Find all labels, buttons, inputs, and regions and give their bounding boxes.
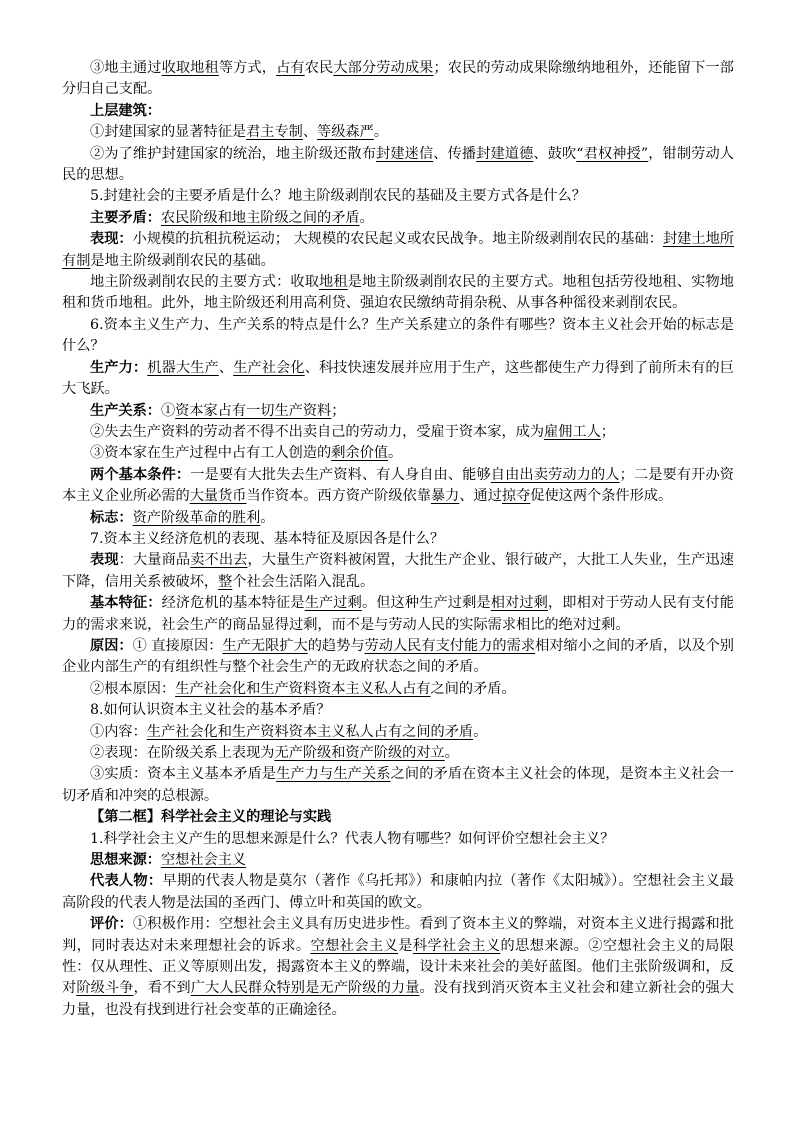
underlined-term: 暴力 (430, 488, 460, 505)
paragraph-19 (62, 636, 734, 679)
paragraph-11 (62, 401, 734, 422)
underlined-term: 君主专制 (246, 124, 303, 141)
text-run: 。没有找到消灭资本主义社会和建立新社会的强大力量，也没有找到进行社会变革的正确途径。 (62, 980, 734, 1018)
text-run: 1.科学社会主义产生的思想来源是什么？代表人物有哪些？如何评价空想社会主义？ (90, 830, 615, 847)
text-run: ②表现：在阶级关系上表现为 (90, 745, 275, 761)
underlined-term: 封建土地所有制 (62, 231, 734, 269)
paragraph-25 (62, 807, 734, 828)
bold-label: 【第二框】科学社会主义的理论与实践 (90, 809, 332, 826)
text-run: 、 (218, 359, 234, 376)
paragraph-21 (62, 700, 734, 721)
bold-label: 思想来源： (90, 852, 161, 869)
bold-label: 生产关系： (90, 402, 161, 419)
paragraph-7 (62, 229, 734, 272)
underlined-term: 封建道德 (476, 145, 534, 162)
underlined-term: 空想社会主义 (310, 937, 399, 954)
bold-label: 表现： (90, 231, 133, 248)
paragraph-1 (62, 58, 734, 101)
bold-label: 主要矛盾： (90, 209, 161, 226)
text-run: 个社会生活陷入混乱。 (232, 573, 375, 590)
text-run: 小规模的抗租抗税运动； 大规模的农民起义或农民战争。地主阶级剥削农民的基础： (132, 231, 663, 248)
text-run: 是地主阶级剥削农民的主要方式。地租包括劳役地租、实物地租和货币地租。此外，地主阶级还利用高利贷、强迫农民缴纳苛捐杂税、从事各种徭役来剥削农民。 (62, 274, 734, 312)
bold-label: 基本特征： (90, 595, 162, 612)
paragraph-9 (62, 315, 734, 358)
bold-label: 原因： (90, 637, 133, 654)
paragraph-15 (62, 508, 734, 529)
paragraph-29 (62, 914, 734, 1021)
bold-label: 上层建筑： (90, 102, 161, 119)
text-run: ①封建国家的显著特征是 (90, 124, 247, 141)
text-run: ：大量商品 (118, 552, 191, 569)
text-run: 是 (398, 937, 413, 954)
paragraph-4 (62, 144, 734, 187)
text-run: 、鼓吹 (533, 145, 577, 162)
text-run: ； (331, 402, 346, 419)
text-run: ③实质：资本主义基本矛盾是 (90, 766, 277, 783)
text-run: ，钳制劳动人民的思想。 (62, 145, 734, 184)
underlined-term: 相对过剩 (490, 595, 548, 612)
underlined-term: 剩余价值 (331, 445, 388, 462)
underlined-term: 生产无限扩大 (222, 637, 308, 654)
underlined-term: 占有 (276, 60, 305, 76)
text-run: ，大量生产资料被闲置，大批生产企业、银行破产，大批工人失业，生产迅速下降，信用关系被破坏， (62, 552, 734, 590)
text-run: ②失去生产资料的劳动者不得不出卖自己的劳动力，受雇于资本家，成为 (90, 423, 545, 440)
text-run: ，即相对于劳动人民有支付能力的需求来说，社会生产的商品显得过剩，而不是与劳动人民的实际需求相比的绝对过剩。 (62, 595, 734, 633)
text-run: ①内容： (90, 723, 147, 740)
text-run: ； (600, 423, 615, 440)
text-run: ①积极作用：空想社会主义具有历史进步性。看到了资本主义的弊端，对资本主义进行揭露和批判，同时表达对未来理想社会的诉求。 (62, 916, 734, 954)
paragraph-23 (62, 743, 734, 764)
text-run: ③地主通过 (90, 60, 162, 76)
text-run: 。 (373, 124, 389, 141)
text-run: 等方式， (218, 60, 277, 76)
bold-label: 表现 (90, 552, 119, 569)
text-run: ① 直接原因： (132, 637, 223, 654)
underlined-term: 卖不出去 (190, 552, 248, 569)
text-run: 。但这种生产过剩是 (361, 595, 491, 612)
underlined-term: 大量货币 (189, 488, 247, 505)
text-run: 一是要有大批失去生产资料、有人身自由、能够 (190, 466, 491, 483)
text-run: 的思想来源。②空想社会主义的局限性：仅从理性、正义等原则出发，揭露资本主义的弊端，设计未来社会的美好蓝图。他们主张阶级调和，反对 (62, 937, 734, 997)
text-run: 地主阶级剥削农民的主要方式：收取 (90, 274, 320, 291)
text-run: 。 (473, 723, 488, 740)
underlined-term: 生产过剩 (304, 595, 362, 612)
underlined-term: 劳动人民有支付能力的需求 (364, 637, 536, 654)
underlined-term: 广大人民群众特别是无产阶级的力量 (190, 980, 420, 997)
paragraph-24 (62, 764, 734, 807)
underlined-term: 资本家占有一切生产资料 (175, 402, 332, 419)
text-run: 、通过 (459, 488, 502, 505)
underlined-term: 生产社会化 (233, 359, 305, 376)
text-run: 是地主阶级剥削农民的基础。 (90, 252, 275, 269)
underlined-term: 机器大生产 (147, 359, 219, 376)
text-run: 、 (302, 124, 318, 141)
text-run: 。 (359, 209, 374, 226)
paragraph-27 (62, 850, 734, 871)
underlined-term: 掠夺 (501, 488, 531, 505)
text-run: 5.封建社会的主要矛盾是什么？地主阶级剥削农民的基础及主要方式各是什么？ (90, 188, 586, 205)
text-run: 7.资本主义经济危机的表现、基本特征及原因各是什么？ (90, 530, 445, 547)
underlined-term: 大部分劳动成果 (333, 60, 434, 76)
underlined-term: 整 (218, 573, 233, 590)
paragraph-3 (62, 122, 734, 143)
text-run: 的趋势与 (307, 637, 365, 654)
underlined-term: 地租 (319, 274, 348, 291)
text-run: 促使这两个条件形成。 (530, 488, 673, 505)
bold-label: 代表人物： (90, 873, 163, 890)
text-run: ③资本家在生产过程中占有工人创造的 (90, 445, 332, 462)
text-run: ① (160, 402, 176, 419)
paragraph-14 (62, 465, 734, 508)
underlined-term: 雇佣工人 (544, 423, 601, 440)
paragraph-26 (62, 829, 734, 850)
paragraph-6 (62, 208, 734, 229)
text-run: 经济危机的基本特征是 (161, 595, 305, 612)
underlined-term: 等级森严 (317, 124, 374, 141)
text-run: 、传播 (433, 145, 477, 162)
underlined-term: 收取地租 (161, 60, 219, 76)
text-run: 。 (444, 745, 459, 761)
paragraph-22 (62, 722, 734, 743)
text-run: 6.资本主义生产力、生产关系的特点是什么？生产关系建立的条件有哪些？资本主义社会开始的标志是什么？ (62, 316, 734, 355)
underlined-term: 农民阶级和地主阶级之间的矛盾 (160, 209, 360, 226)
paragraph-12 (62, 422, 734, 443)
paragraph-18 (62, 593, 734, 636)
bold-label: 评价： (90, 916, 133, 933)
underlined-term: 封建迷信 (376, 145, 434, 162)
text-run: ，看不到 (133, 980, 191, 997)
paragraph-20 (62, 679, 734, 700)
underlined-term: 生产社会化和生产资料资本主义私人占有 (175, 680, 431, 697)
text-run: 农民 (304, 60, 334, 76)
paragraph-16 (62, 529, 734, 550)
paragraph-2 (62, 101, 734, 122)
bold-label: 标志： (90, 509, 133, 526)
text-run: ②为了维护封建国家的统治，地主阶级还散布 (90, 145, 377, 162)
underlined-term: 生产社会化和生产资料资本主义私人占有之间的矛盾 (146, 723, 474, 740)
bold-label: 生产力： (90, 359, 148, 376)
text-run: 。 (387, 445, 403, 462)
paragraph-8 (62, 272, 734, 315)
bold-label: 两个基本条件： (90, 466, 191, 483)
underlined-term: “君权神授” (576, 145, 649, 162)
text-run: 8.如何认识资本主义社会的基本矛盾？ (90, 702, 331, 719)
text-run: 当作资本。西方资产阶级依靠 (246, 488, 431, 505)
text-run: 相对缩小之间的矛盾，以及个别企业内部生产的有组织性与整个社会生产的无政府状态之间的矛盾。 (62, 637, 734, 676)
text-run: 之间的矛盾。 (430, 680, 516, 697)
text-run: ②根本原因： (90, 680, 176, 697)
paragraph-10 (62, 358, 734, 401)
underlined-term: 资产阶级革命的胜利 (132, 509, 261, 526)
underlined-term: 空想社会主义 (160, 852, 247, 869)
paragraph-5 (62, 186, 734, 207)
paragraph-28 (62, 871, 734, 914)
underlined-term: 无产阶级和资产阶级的对立 (274, 745, 445, 761)
underlined-term: 科学社会主义 (412, 937, 501, 954)
underlined-term: 自由出卖劳动力的人 (490, 466, 620, 483)
text-run: ；二是要有开办资本主义企业所必需的 (62, 466, 734, 505)
text-run: 、科技快速发展并应用于生产，这些都使生产力得到了前所未有的巨大飞跃。 (62, 359, 734, 398)
underlined-term: 生产力与生产关系 (276, 766, 391, 783)
underlined-term: 阶级斗争 (76, 980, 134, 997)
text-run: ；农民的劳动成果除缴纳地租外，还能留下一部分归自己支配。 (62, 60, 734, 98)
text-run: 。 (260, 509, 275, 526)
text-run: 早期的代表人物是莫尔（著作《乌托邦》）和康帕内拉（著作《太阳城》）。空想社会主义最高阶段的代表人物是法国的圣西门、傅立叶和英国的欧文。 (62, 873, 734, 911)
paragraph-13 (62, 443, 734, 464)
text-run: 之间的矛盾在资本主义社会的体现，是资本主义社会一切矛盾和冲突的总根源。 (62, 766, 734, 804)
paragraph-17 (62, 550, 734, 593)
